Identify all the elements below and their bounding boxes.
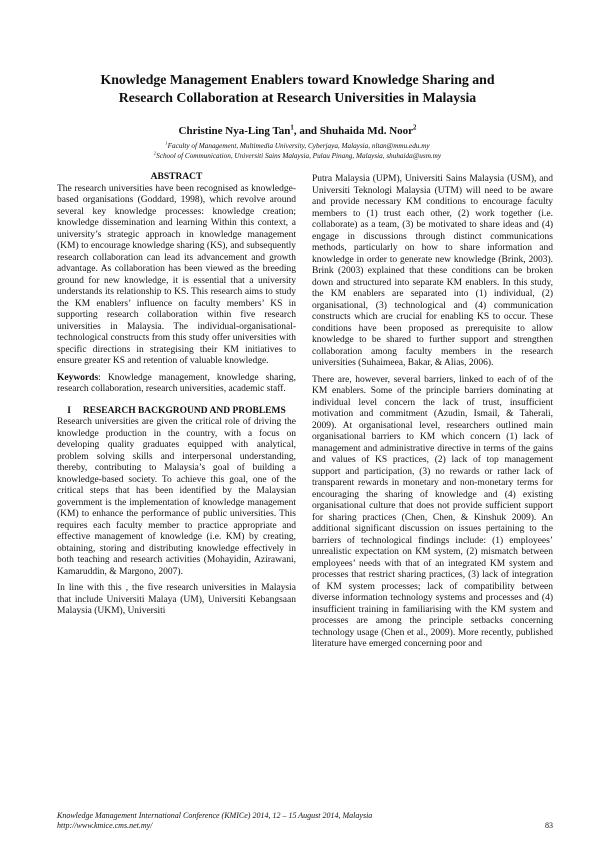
affiliation-2-sup: 2 <box>153 150 157 156</box>
affiliation-2-text: School of Communication, Universiti Sains Malaysia, Pulau Pinang, Malaysia, shuhaida@usm.my <box>156 152 442 160</box>
affiliation-2 <box>40 151 555 161</box>
keywords-text: : Knowledge management, knowledge sharing, research collaboration, research universities, academic staff. <box>57 372 296 394</box>
left-column <box>57 172 296 623</box>
section-1-heading <box>57 406 296 418</box>
body-paragraph: Research universities are given the critical role of driving the knowledge production in the country, with a focus on developing quality graduates equipped with analytical, problem solving skills and interpersonal understanding, thereby, contributing to Malaysia’s goal of building a knowledge-based society. To achieve this goal, one of the critical steps that has been identified by the Malaysian government is the implementation of knowledge management (KM) to enhance the performance of public universities. This requires each faculty member to practice appropriate and effective management of knowledge (i.e. KM) by creating, obtaining, storing and distributing knowledge effectively in both teaching and research activities (Mohayidin, Azirawani, Kamaruddin, & Margono, 2007). <box>57 417 296 577</box>
title-line-1: Knowledge Management Enablers toward Knowledge Sharing and <box>100 72 495 87</box>
section-1-title: RESEARCH BACKGROUND AND PROBLEMS <box>82 405 286 416</box>
body-paragraph: In line with this , the five research universities in Malaysia that include Universiti Malaya (UM), Universiti Kebangsaan Malaysia (UKM), Universiti <box>57 583 296 616</box>
affiliation-1-sup: 1 <box>165 140 168 146</box>
right-column <box>312 174 553 656</box>
page-footer <box>57 811 553 831</box>
affiliation-1-text: Faculty of Management, Multimedia University, Cyberjaya, Malaysia, nltan@mmu.edu.my <box>167 142 430 150</box>
title-line-2: Research Collaboration at Research Universities in Malaysia <box>118 90 477 105</box>
abstract-text: The research universities have been recognised as knowledge-based organisations (Goddard, 1998), which revolve around several key knowledge processes: knowledge creation; knowledge dissemination and learning Within this context, a university’s strategic approach in knowledge management (KM) to encourage knowledge sharing (KS), and subsequently research collaboration can lead its advancement and growth advantage. As collaboration has been viewed as the breeding ground for new knowledge, it is essential that a university understands its relationship to KS. This research aims to study the KM enablers’ influence on faculty members’ KS in supporting research collaboration within five research universities in Malaysia. The individual-organisational-technological constructs from this study offer universities with specific directions in strategising their KM initiatives to ensure greater KS and retention of valuable knowledge. <box>57 183 296 366</box>
author-2: Shuhaida Md. Noor <box>319 125 414 137</box>
body-paragraph: There are, however, several barriers, linked to each of of the KM enablers. Some of the principle barriers dominating at individual level concern the lack of trust, insufficient motivation and commitment (Azudin, Ismail, & Taherali, 2009). At organisational level, researchers outlined main organisational barriers to KM which concern (1) lack of management and administrative directive in terms of the gains and values of KS practices, (2) lack of top management support and participation, (3) no rewards or rather lack of transparent rewards in monetary and non-monetary terms for encouraging the sharing of knowledge and (4) existing organisational culture that does not provide sufficient support for sharing practices (Chen, Chen, & Kinshuk 2009). An additional significant discussion on issues pertaining to the barriers of technological findings include: (1) employees’ unrealistic expectation on KM system, (2) mismatch between employees’ needs with that of an integrated KM system and processes that restrict sharing practices, (3) lack of integration of KM system processes; lack of compatibility between diverse information technology systems and processes and (4) insufficient training in familiarising with the KM system and processes are among the principle setbacks concerning technology usage (Chen et al., 2009). More recently, published literature have emerged concerning poor and <box>312 374 553 649</box>
author-connector: , and <box>293 125 320 137</box>
abstract-heading: ABSTRACT <box>150 172 203 182</box>
keywords <box>57 373 296 396</box>
affiliation-1 <box>40 141 555 151</box>
footer-url: http://www.kmice.cms.net.my/ <box>57 821 153 830</box>
footer-conference: Knowledge Management International Conference (KMICe) 2014, 12 – 15 August 2014, Malaysia <box>57 811 373 820</box>
author-1: Christine Nya-Ling Tan <box>178 125 291 137</box>
author-list <box>40 124 555 138</box>
author-1-sup: 1 <box>290 124 294 132</box>
keywords-label: Keywords <box>57 372 99 383</box>
page-number: 83 <box>545 821 553 830</box>
author-2-sup: 2 <box>413 124 417 132</box>
paper-title <box>40 71 555 107</box>
body-paragraph: Putra Malaysia (UPM), Universiti Sains Malaysia (USM), and Universiti Teknologi Malaysia (UTM) will need to be aware and provide necessary KM conditions to encourage faculty members to (1) trust each other, (2) work together (i.e. collaborate) as a team, (3) be motivated to share ideas and (4) engage in discussions through distinct communications methods, particularly on how to share information and knowledge in order to generate new knowledge (Brink, 2003). Brink (2003) explained that these conditions can be broken down and structured into separate KM enablers. In this study, the KM enablers are separated into (1) individual, (2) organisational, (3) technological and (4) communication constructs which are crucial for enabling KS to occur. These conditions have been proposed as prerequisite to allow knowledge to be shared to further support and strengthen collaboration among faculty members in the research universities (Suhaimeea, Bakar, & Alias, 2006). <box>312 174 553 368</box>
section-1-number: I <box>67 405 71 416</box>
